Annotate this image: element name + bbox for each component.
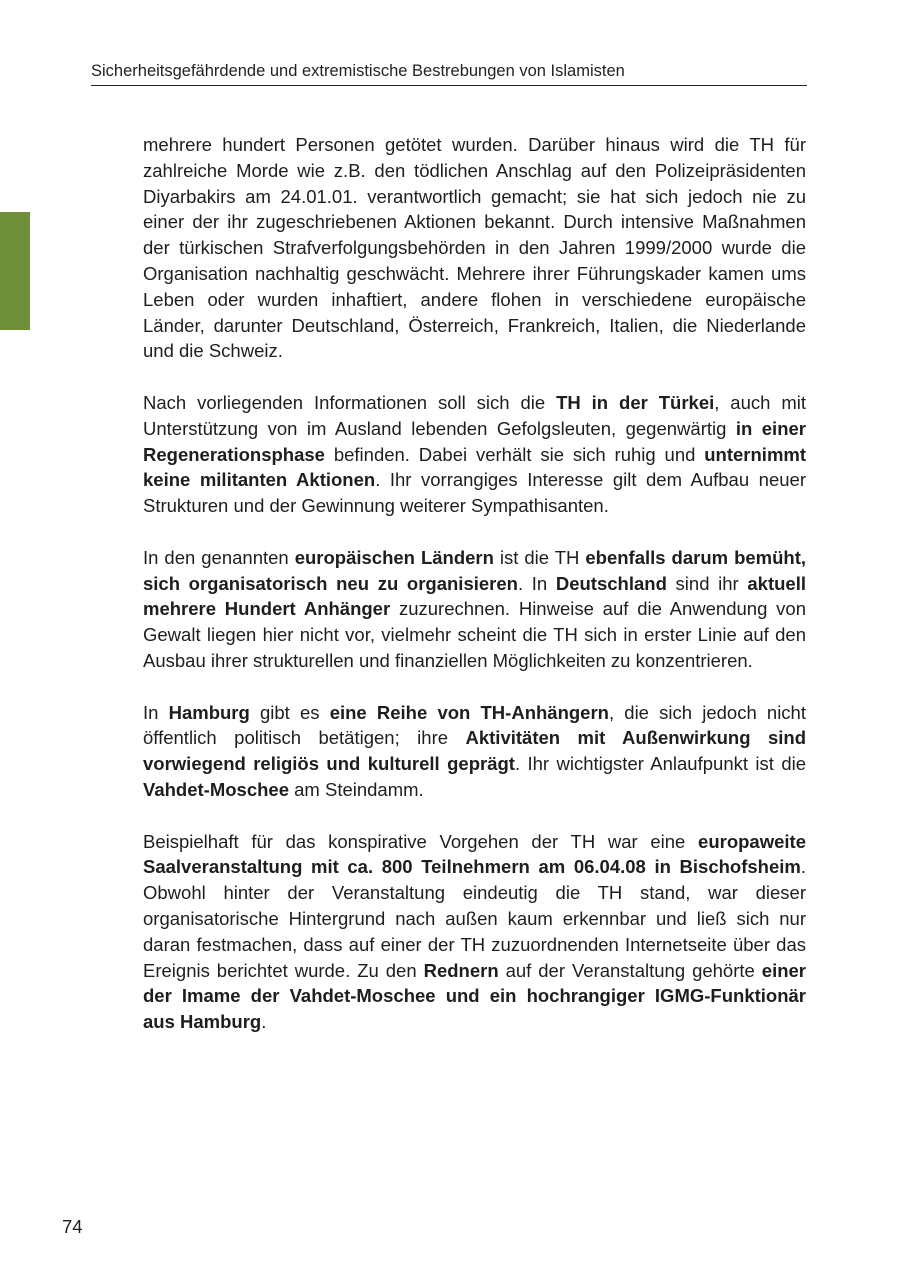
text-segment: mehrere hundert Personen getötet wurden. Darüber hinaus wird die TH für zahlreiche Morde wie z.B. den tödlichen Anschlag auf den Polizeipräsidenten Diyarbakirs am 24.01.01. verantwortlich gemacht; sie hat sich jedoch nie zu einer der ihr zugeschriebenen Aktionen bekannt. Durch intensive Maßnahmen der türkischen Strafverfolgungsbehörden in den Jahren 1999/2000 wurde die Organisation nachhaltig geschwächt. Mehrere ihrer Führungskader kamen ums Leben oder wurden inhaftiert, andere flohen in verschiedene europäische Länder, darunter Deutschland, Österreich, Frankreich, Italien, die Niederlande und die Schweiz. <box>143 134 806 362</box>
text-segment: sind ihr <box>666 572 748 594</box>
text-segment: . In <box>517 572 556 594</box>
text-segment: Nach vorliegenden Informationen soll sich die <box>143 391 557 413</box>
bold-text-segment: in einer Regenerationsphase <box>143 417 806 465</box>
text-segment: am Steindamm. <box>289 778 424 800</box>
bold-text-segment: Aktivitäten mit Außenwirkung sind vorwiegend religiös und kulturell geprägt <box>143 727 807 775</box>
bold-text-segment: aktuell mehrere Hundert Anhänger <box>143 572 806 620</box>
bold-text-segment: unternimmt keine militanten Aktionen <box>143 443 806 491</box>
bold-text-segment: Vahdet-Moschee <box>143 778 289 800</box>
paragraph-4 <box>143 700 806 803</box>
bold-text-segment: Hamburg <box>168 701 250 723</box>
body-text <box>143 132 806 1061</box>
bold-text-segment: TH in der Türkei <box>556 391 715 413</box>
page-number: 74 <box>62 1216 83 1237</box>
text-segment: ist die TH <box>493 546 586 568</box>
text-segment: , auch mit Unterstützung von im Ausland lebenden Gefolgsleuten, gegenwärtig <box>143 391 806 439</box>
text-segment: befinden. Dabei verhält sie sich ruhig und <box>324 443 705 465</box>
bold-text-segment: Rednern <box>423 959 499 981</box>
chapter-color-tab <box>0 212 30 330</box>
text-segment: In <box>143 701 169 723</box>
bold-text-segment: europäischen Ländern <box>294 546 494 568</box>
text-segment: . Ihr wichtigster Anlaufpunkt ist die <box>514 753 807 775</box>
paragraph-3 <box>143 545 806 674</box>
text-segment: . <box>261 1011 267 1033</box>
bold-text-segment: europaweite Saalveranstaltung mit ca. 800 Teilnehmern am 06.04.08 in Bischofsheim <box>143 830 806 878</box>
paragraph-1 <box>143 132 806 364</box>
running-header: Sicherheitsgefährdende und extremistische Bestrebungen von Islamisten <box>91 60 807 86</box>
text-segment: , die sich jedoch nicht öffentlich politisch betätigen; ihre <box>143 701 806 749</box>
text-segment: . Obwohl hinter der Veranstaltung eindeutig die TH stand, war dieser organisatorische Hintergrund nach außen kaum erkennbar und ließ sich nur daran festmachen, dass auf einer der TH zuzuordnenden Internetseite über das Ereignis berichtet wurde. Zu den <box>143 856 806 981</box>
text-segment: Beispielhaft für das konspirative Vorgehen der TH war eine <box>143 830 699 852</box>
paragraph-2 <box>143 390 806 519</box>
text-segment: gibt es <box>249 701 330 723</box>
paragraph-5 <box>143 829 806 1035</box>
text-segment: zuzurechnen. Hinweise auf die Anwendung von Gewalt liegen hier nicht vor, vielmehr scheint die TH sich in erster Linie auf den Ausbau ihrer strukturellen und finanziellen Möglichkeiten zu konzentrieren. <box>143 598 806 671</box>
bold-text-segment: eine Reihe von TH-Anhängern <box>329 701 609 723</box>
text-segment: In den genannten <box>143 546 295 568</box>
text-segment: auf der Veranstaltung gehörte <box>498 959 762 981</box>
bold-text-segment: Deutschland <box>555 572 667 594</box>
bold-text-segment: ebenfalls darum bemüht, sich organisatorisch neu zu organisieren <box>143 546 807 594</box>
bold-text-segment: einer der Imame der Vahdet-Moschee und ein hochrangiger IGMG-Funktionär aus Hamburg <box>143 959 806 1033</box>
text-segment: . Ihr vorrangiges Interesse gilt dem Aufbau neuer Strukturen und der Gewinnung weiterer Sympathisanten. <box>143 469 806 517</box>
